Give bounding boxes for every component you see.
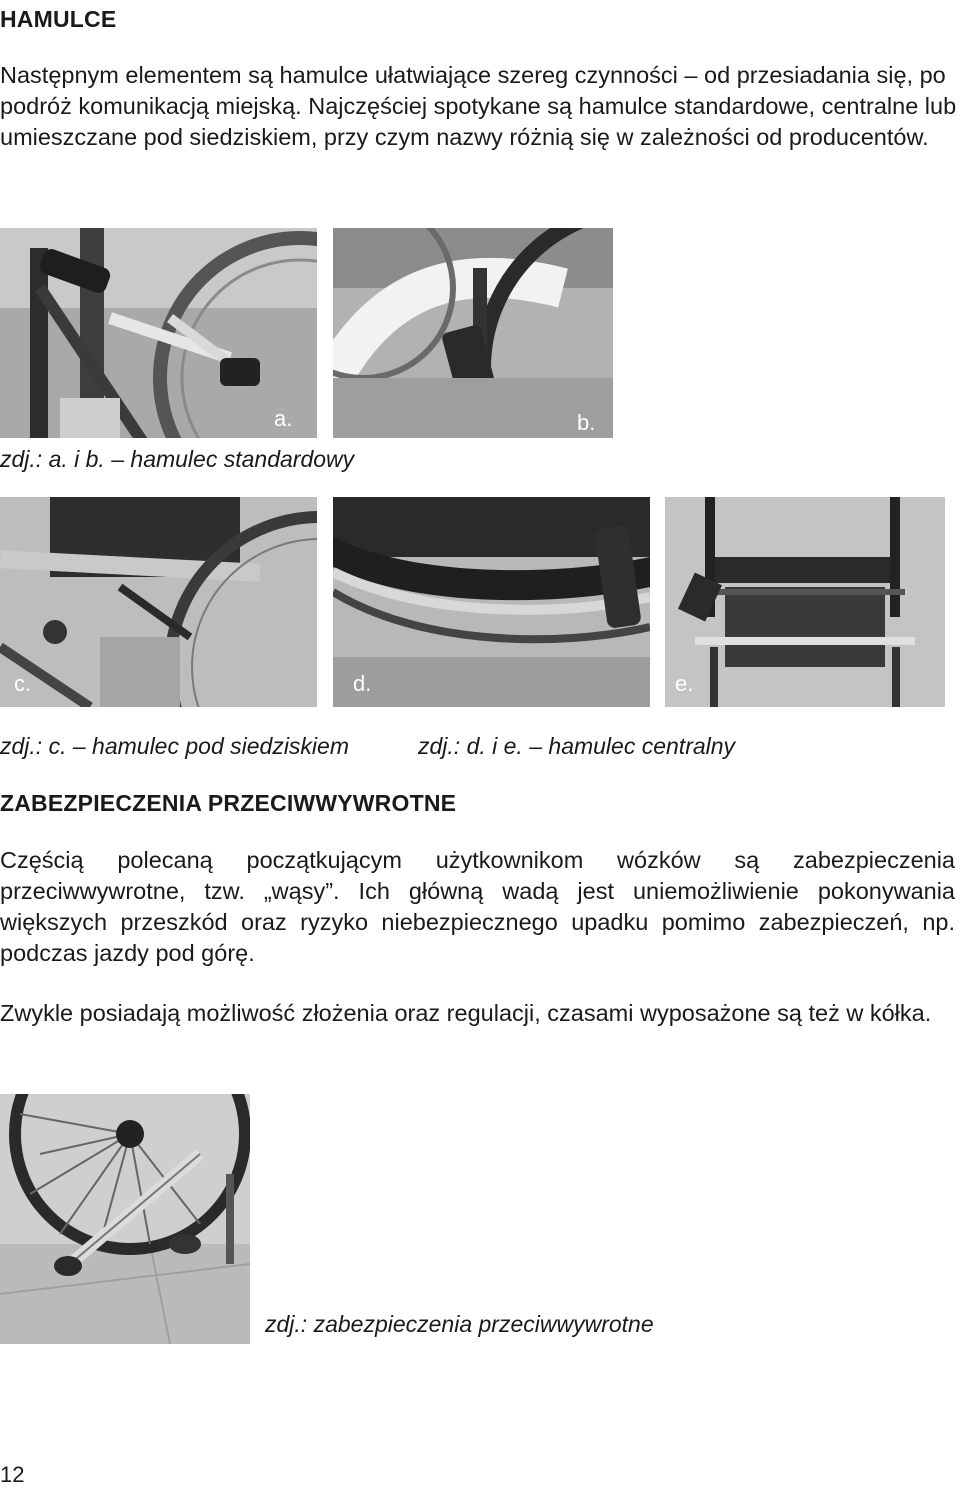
page-number: 12 (0, 1462, 25, 1487)
caption-central-brake: zdj.: d. i e. – hamulec centralny (418, 733, 736, 759)
caption-anti-tippers: zdj.: zabezpieczenia przeciwwywrotne (265, 1311, 654, 1337)
photo-label-d: d. (353, 671, 372, 696)
caption-standard-brake: zdj.: a. i b. – hamulec standardowy (0, 446, 355, 472)
photo-central-brake-d (333, 497, 650, 707)
caption-under-seat-brake: zdj.: c. – hamulec pod siedziskiem (0, 733, 349, 759)
photo-label-e: e. (675, 671, 694, 696)
photo-label-b: b. (577, 410, 596, 435)
anti-tippers-paragraph-2: Zwykle posiadają możliwość złożenia oraz regulacji, czasami wyposażone są też w kółka. (0, 1000, 932, 1026)
photo-label-a: a. (274, 406, 293, 431)
brakes-paragraph: Następnym elementem są hamulce ułatwiające szereg czynności – od przesiadania się, po podróż komunikacją miejską. Najczęściej spotykane są hamulce standardowe, centralne lub umieszczane pod siedziskiem, przy czym nazwy różnią się w zależności od producentów. (0, 62, 957, 150)
photo-anti-tippers (0, 1094, 250, 1344)
photo-standard-brake-b (333, 228, 613, 438)
photo-central-brake-e (665, 497, 945, 707)
anti-tippers-paragraph-1: Częścią polecaną początkującym użytkownikom wózków są zabezpieczenia przeciwwywrotne, tzw. „wąsy”. Ich główną wadą jest uniemożliwienie pokonywania większych przeszkód oraz ryzyko niebezpiecznego upadku pomimo zabezpieczeń, np. podczas jazdy pod górę. (0, 847, 955, 966)
photo-label-c: c. (14, 671, 32, 696)
photo-under-seat-brake-c (0, 497, 317, 707)
section-heading-anti-tippers: ZABEZPIECZENIA PRZECIWWYWROTNE (0, 790, 457, 816)
section-heading-brakes: HAMULCE (0, 6, 117, 32)
photo-standard-brake-a (0, 228, 317, 438)
